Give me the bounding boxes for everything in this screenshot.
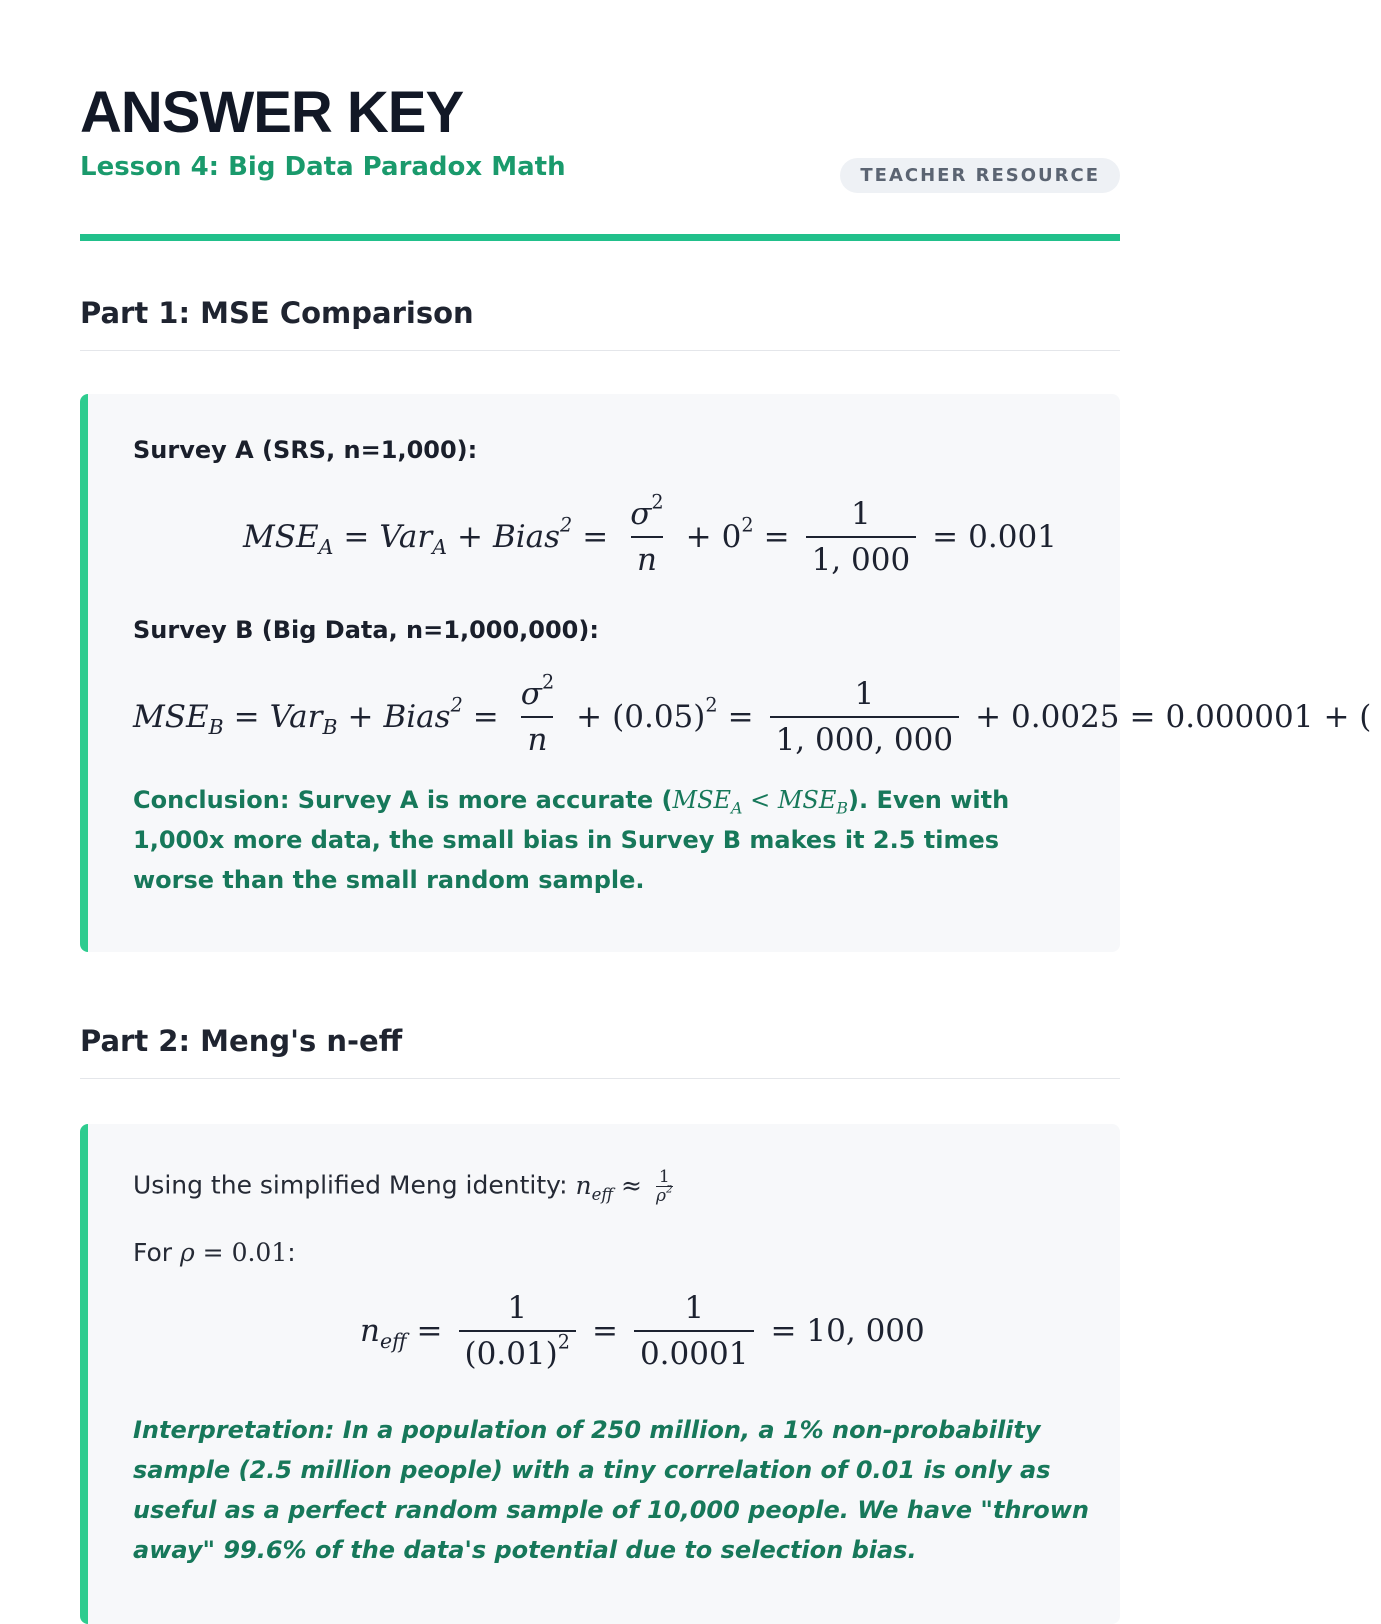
mse-a-result: 0.001 <box>968 519 1057 555</box>
n-eff-approx: $n_{eff}$ ≈ <box>575 1170 642 1204</box>
fraction-denominator: 1, 000 <box>806 536 917 578</box>
survey-b-label: Survey B (Big Data, n=1,000,000): <box>133 616 599 644</box>
value-fraction <box>770 676 959 758</box>
var-subscript: A <box>432 535 447 560</box>
survey-b-equation: $MSE_B$ = Var$_B$ + Bias$^2$ = $\frac{\sigma^2}{n}$ + $(0.05)^2$ = $\frac{1}{1, 000, 000}$ + 0.0025 = 0.000001 + ( <box>133 670 1372 758</box>
n-eff-equation: $n_{eff}$ = $\frac{1}{(0.01)^2}$ = $\frac{1}{0.0001}$ = 10, 000 <box>360 1290 925 1372</box>
conclusion-prefix: Conclusion: Survey A is more accurate ( <box>133 786 673 814</box>
part2-card <box>80 1124 1120 1624</box>
decimal-fraction <box>634 1290 754 1372</box>
part1-conclusion <box>133 780 1033 900</box>
identity-fraction: $\frac{1}{\rho^2}$ <box>655 1167 673 1206</box>
fraction-denominator: 0.0001 <box>634 1330 754 1372</box>
mse-subscript: B <box>208 715 224 740</box>
mse-symbol: MSE <box>133 699 209 735</box>
fraction-numerator: 1 <box>507 1290 528 1326</box>
fraction-denominator: n <box>636 542 657 578</box>
var-subscript: B <box>322 715 338 740</box>
variance-value: 0.000001 <box>1165 699 1314 735</box>
bias-term: (0.05) <box>612 699 706 735</box>
part2-heading: Part 2: Meng's n-eff <box>80 1024 1120 1079</box>
fraction-denominator: n <box>527 722 548 758</box>
rho-value: 0.01 <box>231 1238 288 1267</box>
mse-symbol: MSE <box>243 519 319 555</box>
header-divider <box>80 234 1120 241</box>
rho-fraction: $\frac{1}{(0.01)^2}$ <box>459 1290 576 1372</box>
conclusion-suffix: ). Even with 1,000x more data, the small bias in Survey B makes it 2.5 times worse than the small random sample. <box>133 786 1010 894</box>
fraction-denominator: 1, 000, 000 <box>770 716 959 758</box>
conclusion-math: $MSE_A < MSE_B$ <box>672 786 849 818</box>
page-title: ANSWER KEY <box>80 80 464 145</box>
fraction-denominator: (0.01) <box>464 1336 558 1372</box>
mse-subscript: A <box>318 535 334 560</box>
rho-line: For ρ = 0.01: <box>133 1238 296 1267</box>
for-text: For <box>133 1238 173 1267</box>
meng-identity-line <box>133 1168 673 1205</box>
value-fraction <box>806 496 917 578</box>
part1-card <box>80 394 1372 952</box>
variance-fraction: $\frac{\sigma^2}{n}$ <box>630 490 664 578</box>
identity-text: Using the simplified Meng identity: <box>133 1170 568 1200</box>
fraction-numerator: 1 <box>684 1290 705 1326</box>
n-eff-result: 10, 000 <box>806 1313 925 1349</box>
fraction-numerator: 1 <box>854 676 875 712</box>
survey-a-label: Survey A (SRS, n=1,000): <box>133 436 478 464</box>
teacher-resource-badge: TEACHER RESOURCE <box>840 158 1120 193</box>
document-header <box>80 80 1120 184</box>
part2-interpretation: Interpretation: In a population of 250 million, a 1% non-probability sample (2.5 million people) with a tiny correlation of 0.01 is only as useful as a perfect random sample of 10,000 people. We have "thrown away" 99.6% of the data's potential due to selection bias. <box>133 1416 1090 1564</box>
lesson-subtitle: Lesson 4: Big Data Paradox Math <box>80 152 566 182</box>
survey-a-equation: $MSE_A$ = Var$_A$ + Bias$^2$ = $\frac{\sigma^2}{n}$ + $0^2$ = $\frac{1}{1, 000}$ = 0.001 <box>243 490 1057 578</box>
bias-squared-value: 0.0025 <box>1011 699 1120 735</box>
variance-fraction: $\frac{\sigma^2}{n}$ <box>520 670 555 758</box>
rho-symbol: ρ <box>180 1238 195 1267</box>
part1-heading: Part 1: MSE Comparison <box>80 296 1120 351</box>
fraction-numerator: 1 <box>851 496 871 532</box>
bias-term: 0 <box>721 519 742 555</box>
